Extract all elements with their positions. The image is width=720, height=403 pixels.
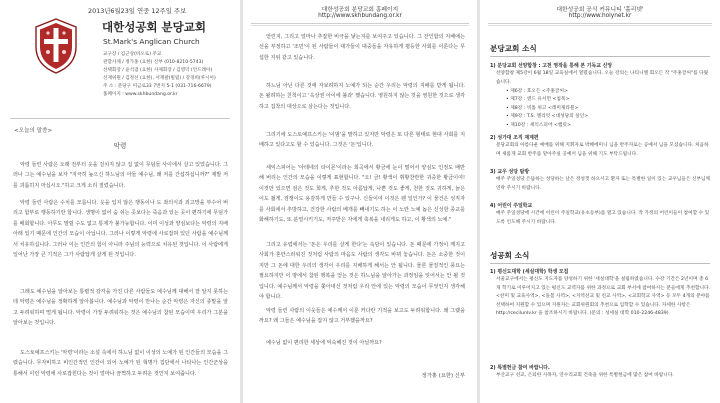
sermon-paragraph: 그리기에 도스토예프스키는 '이범'을 말하고 있지만 악령은 또 다른 형태로 현대 사회를 지배하고 있다고도 할 수 있습니다. 그것은 '돈'입니다. [259,132,465,149]
info-line: 선택회장 / 윤석겸 (요한) 사제회장 / 김영덕 (안드레아) [103,68,213,73]
news-item [490,202,712,227]
sermon-paragraph: 그리고 유럽에서는 '돈은 우리를 살게 한다'는 속담이 있습니다. 돈 때문에 가정이 깨지고 사회가 혼란스러워진 것처럼 사람의 마음도 사람의 생각도 바꿔 놓습니다. 돈은 소중한 것이지만 그 돈에 대한 우리의 생각이 우리를 지배하게 해서는 안 됩니다. 물론 물질적인 풍요는 필요하지만 이 땅에서 참된 행복을 얻는 것은 하느님을 알아가는 과정임을 잊어서는 안 될 것입니다. 예수님께서 악령을 쫓아내신 것처럼 우리 안에 있는 악령의 모습이 무엇인지 생각해야 합니다. [259,242,465,301]
church-seal-logo [32,17,80,75]
church-news-title: 분당교회 소식 [490,44,537,53]
lecture-item: • 제7강 : 앤드 유서먼 <침묵> [506,97,570,103]
sermon-paragraph: 도스토예프스키는 '악령'이라는 소설 속에서 하느님 없이 이성의 노예가 된 인간들의 모습을 그렸습니다. 무자비하고 비인간적인 인간이 되어 노예가 된 혁명가 집단에서 나타나는 인간군상을 통해서 이런 악령에 사로잡힌다는 것이 얼마나 끔찍하고 두려운 것인지 보여줍니다. [13,350,228,377]
sermon-paragraph: 얻린지, 그리고 얼마나 추잡한 비극을 낳는지를 보여주고 있습니다. 그 잔인함의 지배에는 선을 부정하고 '조민'이 된 사람들이 대가들이 대중들을 자유하게 평등한 사회를 이룬다는 무섭한 지위 같고 있습니다. [259,34,465,61]
news-item-heading: 4) 어린이 주일학교 [490,203,533,209]
header-rule [488,25,712,26]
section-rule [490,263,710,264]
sermon-paragraph: 하느님 아닌 다른 것에 자보려하지 노예가 되는 순간 우리는 악령의 지배를 받게 됩니다. 돈 될려하는 친척이고 '옥상권 아이에 불과' 했습니다. 영원하지 않는 것을 영원한 것으로 생각하고 집착의 대상으로 삼는다는 것입니다. [259,83,465,110]
section-divider [10,118,230,119]
bulletin-cover-page [0,0,240,403]
header-rule [251,23,469,24]
diocese-news-item [490,364,712,381]
news-page [480,0,720,403]
lecture-item: • 제8강 : 빅톨 위고 <레미제라블> [506,105,579,111]
news-item-text: 선양합창 제5강이 6월 18일 교육실에서 열렸습니다. 오늘 강의는 나티니엘 회오든 작 "주홍글씨"를 다뤘습니다. [496,71,709,85]
info-line: 주 소 : 분당구 미금로33 7번지 5-1 (031-716-6679) [103,84,212,89]
news-item-text: 매주 주일성당 은뜸하는 성당하는 날은 정성껏 하으시고 환자 또는 특별한 일이 있는 교우님들은 신부님께 연락 주시기 바랍니다. [496,177,711,191]
header-rule [488,23,712,24]
sermon-paragraph: 악령 들린 사람의 이웃들은 예수께서 이룬 커다란 기적을 보고도 두려워합니다. 왜 그랬을까요? 왜 그들은 예수님을 잡지 않고 거부했을까요? [259,308,465,325]
lecture-list [490,88,712,130]
info-line: 교구장 / 김근상(바오로) 주교 [103,52,162,57]
info-line: 선재위원 / 김정선 (요한), 서재팔(빌립) / 강경희(루시아) [103,76,216,81]
news-item-heading: 2) 특별헌금 참여 바랍니다. [490,365,550,371]
church-info [103,51,216,99]
news-item-text: 부산교구 선교, 은퇴한 사목자, 연수리교회 건축을 위한 특별헌금에 많은 참여 바랍니다. [496,373,674,379]
homepage-page [243,0,477,403]
church-name: 대한성공회 분당교회 [102,20,206,34]
diocese-news-item [490,268,712,318]
homepage-header-url[interactable]: http://www.skhbundang.or.kr [318,13,402,19]
bulletin-date: 2013년6월23일 연중 12주일 주보 [88,7,187,15]
lecture-item: • 제6강 : 호오든 <주홍글씨> [506,89,568,94]
news-item [490,168,712,193]
lecture-item: • 제9강 : T.S. 엘리엇 <대성당의 살인> [506,114,589,120]
news-item [490,134,712,159]
news-item-text: 분당교회의 아름다운 예배를 위해 지휘자로 박혜에미니 님을 반주자로는 공예서 님을 모셨습니다. 처음하며 새롭게 교회 반주를 맡아주실 공예서 님을 위해 기도 부탁드립니다. [496,143,709,157]
author-signature: 정가홍 (요한) 신부 [421,373,465,379]
news-header-url[interactable]: http://www.holynet.kr [568,13,632,19]
today-word-label: <오늘의 말씀> [14,128,53,134]
sermon-paragraph: 예수님 없이 편리한 세상에 익숙해진 것이 아닐까요? [266,340,382,346]
sermon-paragraph: 악령 들린 사람은 오래 전부터 옷을 걸치지 않고 집 없이 무덤들 사이에서 살고 있었습니다. 그러나 그는 예수님을 보자 "지극히 높으신 하느님의 아들 예수님, 왜 저를 간섭하십니까?" 제발 저를 괴롭히지 마십시오."하고 크게 소리 질렀습니다. [13,162,228,189]
news-item-heading: 3) 교우 성당 탐방 [490,169,530,175]
lecture-item: • 제10강 : 셰익스피어 <햄릿> [506,122,571,128]
header-rule [251,25,469,26]
section-rule [490,56,710,57]
anglican-news-title: 성공회 소식 [490,251,530,260]
sermon-paragraph: 세익스피어는 '아테네의 타이몬'이라는 희곡에서 황금에 눈이 멀어서 양심도 인정도 배반해 버리는 인간의 모습을 이렇게 표현합니다. "오! 금! 황색이 휘황찬란한 귀중한 황금이여! 이것만 있으면 검은 것도 희게, 추한 것도 아름답게, 나쁜 것도 좋게, 천한 것도 귀하게, 늙은이도 젊게, 검쟁이도 용감하게 만들 수 있구나. 신들이여 이것은 웬 일인가? 이 물건은 성직자를 사회에서 추방하고, 건강한 사람의 베개를 빼내기도 하는 이 노란 노예 놈은 신성한 종교를 화해하기도, 또 분열시키기도, 저주받은 자에게 축복을 내리게도 하고, 이 황색의 노예." [259,165,465,224]
news-item-text: 매주 주일성당에 시간에 어린이 주일학교(유초등부)를 열고 있습니다. 작 가정의 어린이들이 참여할 수 있도록 인도해 주시기 바랍니다. [496,211,710,225]
news-item-heading: 1) 분당교회 선양합창 : 고천 영작을 통해 본 기독교 신앙 [490,63,613,69]
news-item-text: 서울교구에서는 평신도 지도자를 양성하기 위한 '세실대학'을 설립하였습니다. 수강 기간은 2년이며 총 6개 학기로 이루어지고 있는 평신도 교역자를 위한 과정으로 교회 부서에 참여하시는 분들에게 추천합니다. <찬미 및 교육사역>, <돌봄 사역>, <지역선교 및 친교 사역>, <교회학교 사역> 등 모두 4개의 분야를 선택하여 지원할 수 있으며 지원자는 교회위원회의 추천으로 입학할 수 있습니다. 자세한 사항은 http://cecilunlv.kr 을 참조하시기 바랍니다. (문의 : 성세실 대학 010-2246-4839) [496,277,711,317]
homepage-header-title: 대한성공회 분당교회 홈페이지 [321,7,399,13]
news-item-heading: 1) 평신도대학 (세실대학) 학생 모집 [490,269,569,275]
news-item-heading: 2) 성가대 조직 재계편 [490,135,539,141]
info-line: 홈페이지 : www.skhbundang.or.kr [103,92,178,97]
sermon-paragraph: 악령 들린 사람은 수치를 모릅니다. 옷을 입지 않은 행동이나 도 좌의식과 죄고망을 부수어 버리고 함부로 행동하기란 합니다. 생명이 없어 숨 쉬는 곳보다는 죽음과 있는 곳이 편하기에 무덤가를 배회합니다. 아무도 말릴 수도 없고 통제가 불가능합니다. 이미 이성과 양심보다는 악령의 지배 아래 있기 때문에 인간의 모습이 아닙니다. 그러나 이렇게 악령에 사로잡혀 있던 사람을 예수님께서 치유하십니다. 그러나 이는 인간의 힘이 아니라 주님의 능력으로 치유된 것입니다. 이 사람에게 일어난 가장 큰 기적은 그가 사람답게 살게 된 것입니다. [13,200,228,259]
news-header-title: 대한성공회 공식 커뮤니티 '홀리넷' [556,7,644,13]
info-line: 관할사제 / 정가홍 (요한) 신부 (010-8210-5743) [103,60,204,65]
church-english-name: St.Mark's Anglican Church [103,37,200,46]
sermon-title: 악령 [113,142,127,150]
sermon-paragraph: 그래도 예수님을 알아보는 통렬적 감각을 가진 다른 사람들도 예수님께 대해서 잘 알지 못하는데 악령은 예수님을 정확하게 알아봅니다. 예수님과 악령이 만나는 순간 악령은 자신의 종말을 알고 두려워하며 떨게 됩니다. 악령이 가장 두려워하는 것은 예수님의 참된 모습이며 우리가 그분을 알아보는 것입니다. [13,289,228,327]
news-item [490,62,712,87]
